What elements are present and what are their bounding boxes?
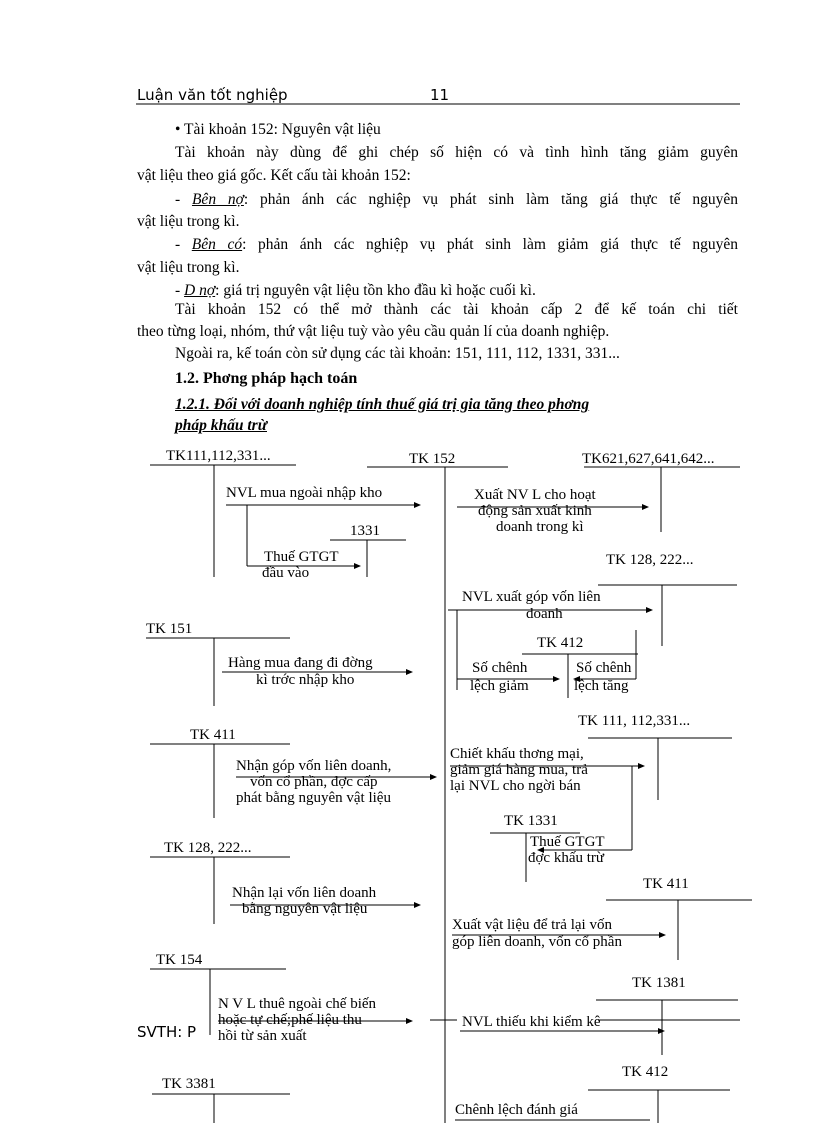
account-1331-label: 1331: [350, 523, 380, 539]
lbl-nhan-gop-1: Nhận góp vốn liên doanh,: [236, 758, 392, 774]
lbl-nvl-mua: NVL mua ngoài nhập kho: [226, 485, 383, 501]
subsection-heading-line-1: 1.2.1. Đối với doanh nghiệp tính thuế giá trị gia tăng theo phơng: [175, 396, 590, 413]
paragraph-2-line-2: theo từng loại, nhóm, thứ vật liệu tuỳ vào yêu cầu quản lí của doanh nghiệp.: [137, 323, 610, 340]
lbl-nhan-lai-2: bằng nguyên vật liệu: [242, 901, 368, 917]
account-tk111-label: TK111,112,331...: [166, 448, 271, 464]
account-tk128-left-label: TK 128, 222...: [164, 840, 252, 856]
account-1331-lower-label: TK 1331: [504, 813, 558, 829]
debit-label: Bên nợ: [191, 191, 244, 208]
lbl-thue-gtgt-2: Thuế GTGT: [530, 834, 605, 850]
balance-text: : giá trị nguyên vật liệu tồn kho đầu kì hoặc cuối kì.: [215, 282, 536, 299]
account-tk411-left-label: TK 411: [190, 727, 236, 743]
lbl-nhan-gop-3: phát bằng nguyên vật liệu: [236, 790, 391, 806]
account-tk151-label: TK 151: [146, 621, 193, 637]
lbl-gop-1: NVL xuất góp vốn liên: [462, 589, 601, 605]
lbl-hang-mua-1: Hàng mua đang đi đờng: [228, 655, 373, 671]
account-tk3381-label: TK 3381: [162, 1076, 216, 1092]
lbl-thue-ngoai-1: N V L thuê ngoài chế biến: [218, 996, 377, 1012]
account-tk1381-label: TK 1381: [632, 975, 686, 991]
account-tk412-bottom-label: TK 412: [622, 1064, 669, 1080]
lbl-xuat-vat-lieu-2: góp liên doanh, vốn cổ phần: [452, 934, 622, 950]
lbl-chiet-khau-2: giảm giá hàng mua, trả: [450, 762, 588, 778]
paragraph-1-line-2: vật liệu theo giá gốc. Kết cấu tài khoản 152:: [137, 167, 411, 184]
paragraph-1-line-1: Tài khoản này dùng để ghi chép số hiện có và tình hình tăng giảm guyên: [175, 144, 738, 161]
debit-text: : phản ánh các nghiệp vụ phát sinh làm tăng giá thực tế nguyên: [243, 191, 738, 208]
account-tk412-label: TK 412: [537, 635, 584, 651]
lbl-xuat-2: động sản xuất kinh: [478, 503, 592, 519]
balance-line: - D nợ: giá trị nguyên vật liệu tồn kho đầu kì hoặc cuối kì.: [175, 282, 536, 299]
lbl-chiet-khau-1: Chiết khấu thơng mại,: [450, 746, 584, 762]
section-heading-1-2: 1.2. Phơng pháp hạch toán: [175, 370, 358, 387]
subsection-heading-line-2: pháp khấu trừ: [175, 417, 267, 434]
account-tk128-right-label: TK 128, 222...: [606, 552, 694, 568]
account-tk411-right-label: TK 411: [643, 876, 689, 892]
lbl-xuat-3: doanh trong kì: [496, 519, 584, 535]
account-tk621-label: TK621,627,641,642...: [582, 451, 715, 467]
balance-label: D nợ: [184, 282, 216, 299]
lbl-thue-ngoai-2: hoặc tự chế;phế liệu thu: [218, 1012, 362, 1028]
running-header-title: Luận văn tốt nghiệp: [137, 86, 288, 104]
page-number: 11: [430, 86, 450, 104]
credit-label: Bên có: [191, 236, 243, 253]
lbl-duoc-khau-tru: đợc khấu trừ: [528, 850, 605, 866]
lbl-so-chenh-giam-2: lệch giảm: [470, 678, 529, 694]
lbl-xuat-vat-lieu-1: Xuất vật liệu để trả lại vốn: [452, 917, 612, 933]
credit-side-line-1: - Bên có: phản ánh các nghiệp vụ phát sinh làm giảm giá thực tế nguyên: [175, 236, 738, 253]
credit-text: : phản ánh các nghiệp vụ phát sinh làm giảm giá thực tế nguyên: [242, 236, 738, 253]
lbl-so-chenh-tang-1: Số chênh: [576, 660, 632, 676]
lbl-so-chenh-tang-2: lệch tăng: [574, 678, 629, 694]
debit-side-line-2: vật liệu trong kì.: [137, 213, 240, 230]
lbl-xuat-1: Xuất NV L cho hoạt: [474, 487, 596, 503]
lbl-chenh-lech: Chênh lệch đánh giá: [455, 1102, 578, 1118]
lbl-nhan-lai-1: Nhận lại vốn liên doanh: [232, 885, 377, 901]
lbl-so-chenh-giam-1: Số chênh: [472, 660, 528, 676]
bullet-symbol: •: [175, 121, 181, 138]
account-152-title: Tài khoản 152: Nguyên vật liệu: [184, 121, 381, 138]
account-tk154-label: TK 154: [156, 952, 203, 968]
lbl-thue-ngoai-3: hồi từ sản xuất: [218, 1028, 307, 1044]
account-tk152-label: TK 152: [409, 451, 456, 467]
lbl-gop-2: doanh: [526, 606, 563, 622]
lbl-nvl-thieu: NVL thiếu khi kiểm kê: [462, 1014, 601, 1030]
page-footer: SVTH: P: [137, 1023, 197, 1041]
paragraph-3: Ngoài ra, kế toán còn sử dụng các tài khoản: 151, 111, 112, 1331, 331...: [175, 345, 620, 362]
debit-side-line-1: - Bên nợ: phản ánh các nghiệp vụ phát sinh làm tăng giá thực tế nguyên: [175, 191, 738, 208]
lbl-nhan-gop-2: vốn cổ phần, đợc cấp: [250, 774, 378, 790]
lbl-thue-gtgt: Thuế GTGT: [264, 549, 339, 565]
credit-side-line-2: vật liệu trong kì.: [137, 259, 240, 276]
account-tk111-right-label: TK 111, 112,331...: [578, 713, 691, 729]
lbl-chiet-khau-3: lại NVL cho ngời bán: [450, 778, 581, 794]
lbl-dau-vao: đầu vào: [262, 565, 310, 581]
paragraph-2-line-1: Tài khoản 152 có thể mở thành các tài khoản cấp 2 để kế toán chi tiết: [175, 301, 738, 318]
lbl-hang-mua-2: kì trớc nhập kho: [256, 672, 355, 688]
